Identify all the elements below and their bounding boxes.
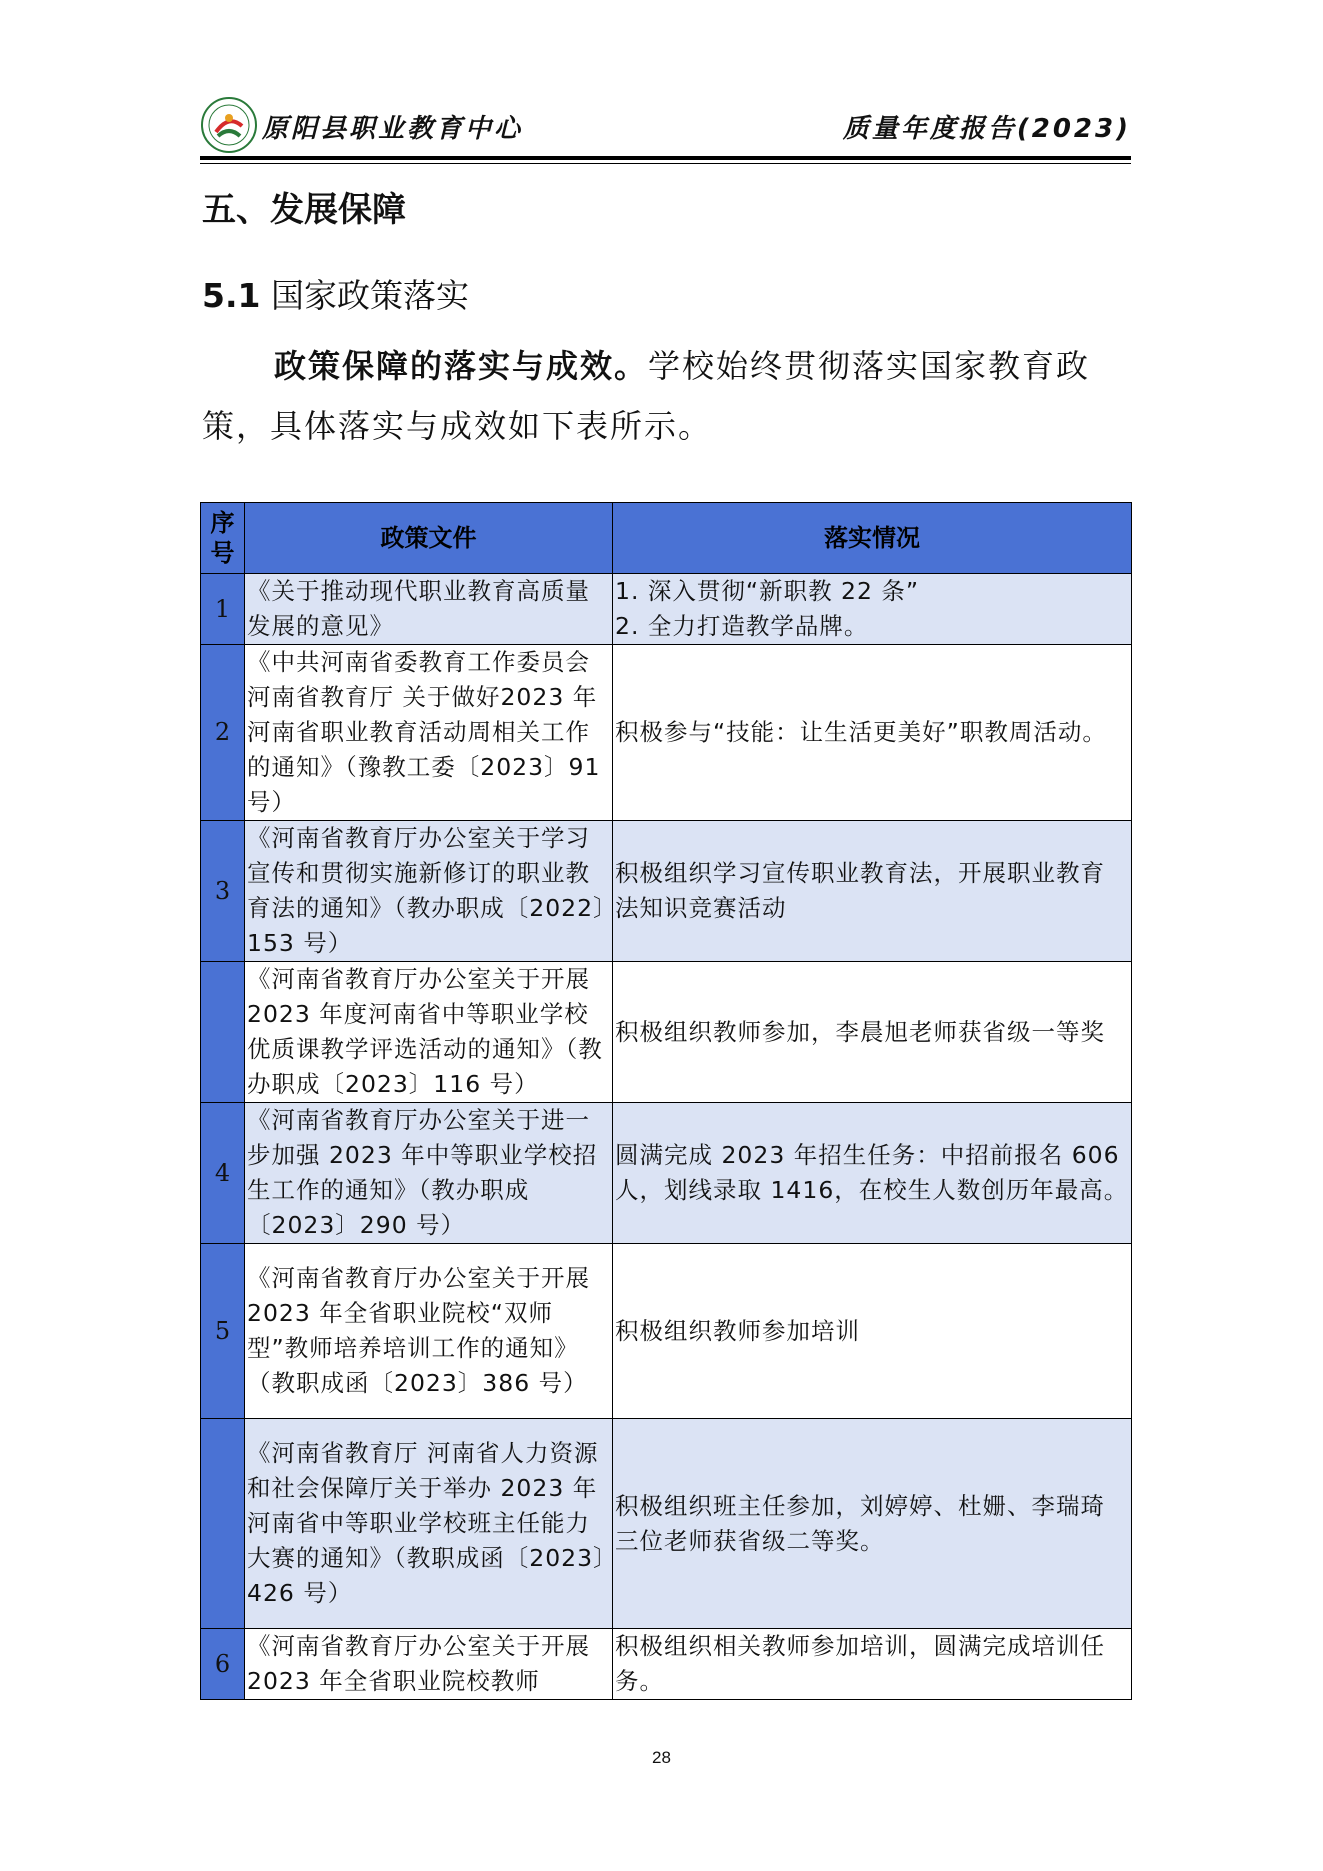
table-row: [201, 1629, 1132, 1700]
header-rule-thick: [200, 156, 1131, 160]
table-row: [201, 574, 1132, 645]
row-policy: 《中共河南省委教育工作委员会 河南省教育厅 关于做好2023 年河南省职业教育活动周相关工作的通知》（豫教工委〔2023〕91 号）: [245, 645, 613, 821]
row-policy: 《河南省教育厅 河南省人力资源和社会保障厅关于举办 2023 年河南省中等职业学校班主任能力大赛的通知》（教职成函〔2023〕426 号）: [245, 1419, 613, 1629]
row-implementation: 1. 深入贯彻“新职教 22 条” 2. 全力打造教学品牌。: [613, 574, 1132, 645]
table-row: [201, 1103, 1132, 1244]
row-implementation: 积极参与“技能：让生活更美好”职教周活动。: [613, 645, 1132, 821]
report-title: 质量年度报告(2023): [842, 114, 1131, 144]
row-seq: 4: [201, 1103, 245, 1244]
table-row: [201, 645, 1132, 821]
row-seq: 3: [201, 821, 245, 962]
table-row: [201, 962, 1132, 1103]
row-seq: 1: [201, 574, 245, 645]
row-seq: [201, 1419, 245, 1629]
row-policy: 《河南省教育厅办公室关于开展 2023 年全省职业院校教师: [245, 1629, 613, 1700]
row-policy: 《河南省教育厅办公室关于开展 2023 年度河南省中等职业学校优质课教学评选活动的通知》（教办职成〔2023〕116 号）: [245, 962, 613, 1103]
page-header: [200, 96, 1131, 156]
header-implementation: 落实情况: [613, 503, 1132, 574]
row-implementation: 积极组织教师参加培训: [613, 1244, 1132, 1419]
table-header-row: [201, 503, 1132, 574]
subsection-number: 5.1: [202, 276, 261, 315]
header-seq: 序号: [201, 503, 245, 574]
school-name: 原阳县职业教育中心: [262, 114, 524, 144]
row-implementation: 积极组织班主任参加，刘婷婷、杜姗、李瑞琦三位老师获省级二等奖。: [613, 1419, 1132, 1629]
table-row: [201, 821, 1132, 962]
school-logo-icon: [200, 96, 258, 154]
section-title: 五、发展保障: [202, 190, 406, 230]
row-implementation: 圆满完成 2023 年招生任务：中招前报名 606 人，划线录取 1416，在校生人数创历年最高。: [613, 1103, 1132, 1244]
page-number: 28: [652, 1748, 671, 1767]
row-seq: [201, 962, 245, 1103]
row-policy: 《关于推动现代职业教育高质量发展的意见》: [245, 574, 613, 645]
paragraph-lead: 政策保障的落实与成效。: [274, 347, 649, 385]
row-policy: 《河南省教育厅办公室关于学习宣传和贯彻实施新修订的职业教育法的通知》（教办职成〔2022〕153 号）: [245, 821, 613, 962]
intro-paragraph: [202, 336, 1134, 456]
subsection-title: [202, 270, 469, 317]
policy-table: [200, 502, 1132, 1700]
paragraph-body: 学校始终贯彻落实国家教育政策，具体落实与成效如下表所示。: [202, 347, 1091, 445]
table-row: [201, 1419, 1132, 1629]
row-seq: 6: [201, 1629, 245, 1700]
row-implementation: 积极组织教师参加，李晨旭老师获省级一等奖: [613, 962, 1132, 1103]
row-seq: 5: [201, 1244, 245, 1419]
header-policy: 政策文件: [245, 503, 613, 574]
row-implementation: 积极组织相关教师参加培训，圆满完成培训任务。: [613, 1629, 1132, 1700]
subsection-text: 国家政策落实: [270, 276, 469, 315]
header-rule-thin: [200, 163, 1131, 164]
row-policy: 《河南省教育厅办公室关于进一步加强 2023 年中等职业学校招生工作的通知》（教办职成〔2023〕290 号）: [245, 1103, 613, 1244]
row-seq: 2: [201, 645, 245, 821]
row-policy: 《河南省教育厅办公室关于开展 2023 年全省职业院校“双师型”教师培养培训工作的通知》（教职成函〔2023〕386 号）: [245, 1244, 613, 1419]
table-row: [201, 1244, 1132, 1419]
row-implementation: 积极组织学习宣传职业教育法，开展职业教育法知识竞赛活动: [613, 821, 1132, 962]
